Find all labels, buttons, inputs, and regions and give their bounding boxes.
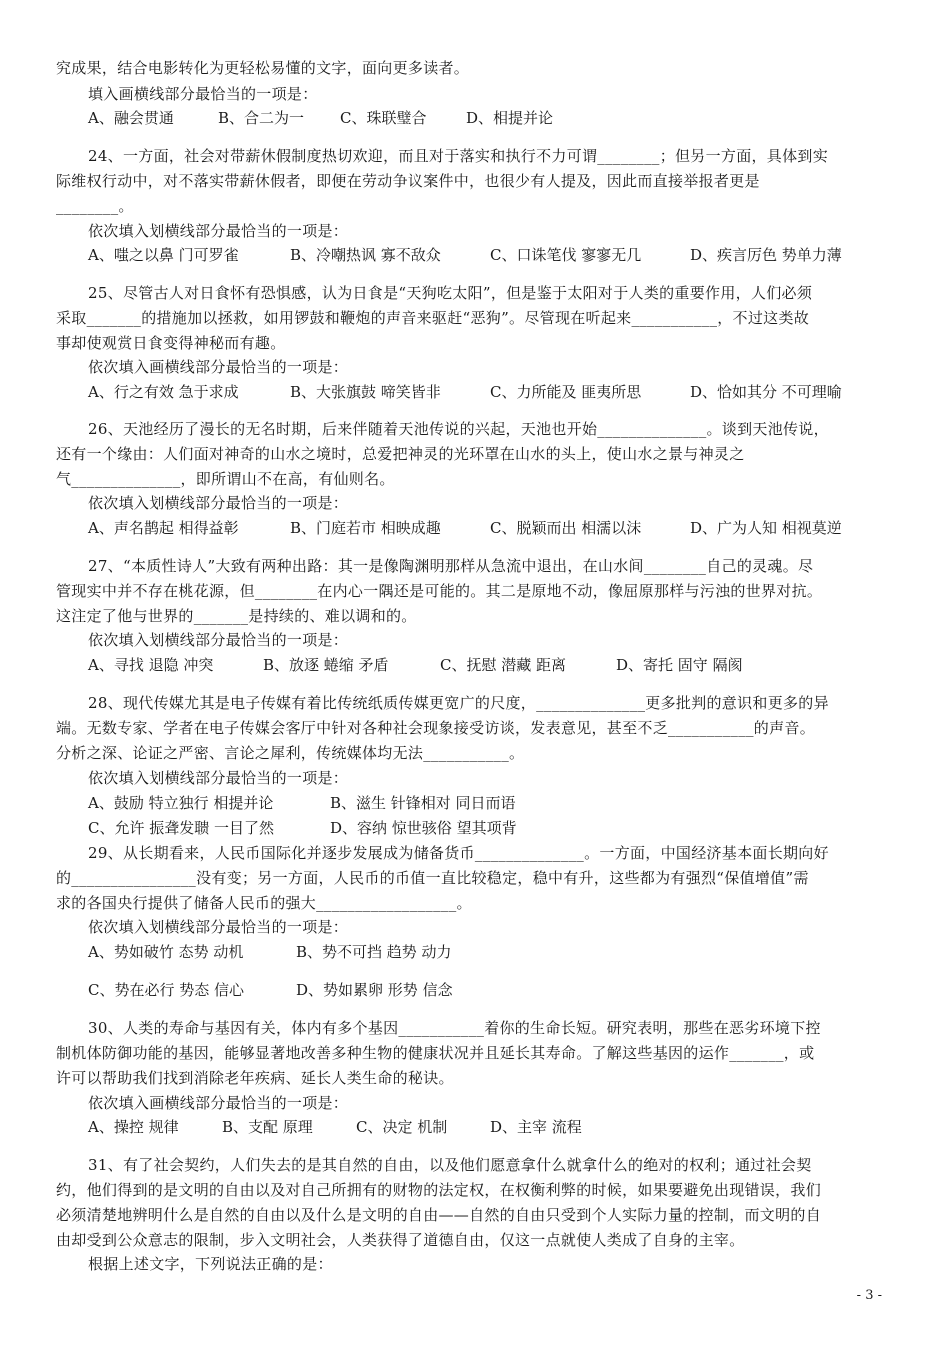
option-c: C、口诛笔伐 寥寥无几: [490, 246, 642, 264]
instruction-line: 依次填入画横线部分最恰当的一项是：: [88, 358, 349, 376]
option-b: B、冷嘲热讽 寡不敌众: [290, 246, 441, 264]
option-a: A、势如破竹 态势 动机: [88, 943, 244, 961]
option-a: A、操控 规律: [88, 1118, 179, 1136]
option-c: C、抚慰 潜藏 距离: [440, 656, 567, 674]
instruction-line: 依次填入画横线部分最恰当的一项是：: [88, 1094, 349, 1112]
option-d: D、寄托 固守 隔阂: [616, 656, 743, 674]
question-28-line-2: 端。无数专家、学者在电子传媒会客厅中针对各种社会现象接受访谈，发表意见，甚至不乏___________的声音。: [56, 719, 816, 737]
question-26-line-3: 气______________，即所谓山不在高，有仙则名。: [56, 470, 395, 488]
option-a: A、融会贯通: [88, 109, 174, 127]
option-c: C、珠联璧合: [340, 109, 427, 127]
option-b: B、滋生 针锋相对 同日而语: [330, 794, 516, 812]
question-30-line-2: 制机体防御功能的基因，能够显著地改善多种生物的健康状况并且延长其寿命。了解这些基因的运作_______，或: [56, 1044, 815, 1062]
option-a: A、鼓励 特立独行 相提并论: [88, 794, 274, 812]
question-31-line-2: 约，他们得到的是文明的自由以及对自己所拥有的财物的法定权，在权衡利弊的时候，如果要避免出现错误，我们: [56, 1181, 822, 1199]
option-d: D、恰如其分 不可理喻: [690, 383, 842, 401]
question-26-line-2: 还有一个缘由：人们面对神奇的山水之境时，总爱把神灵的光环罩在山水的头上，使山水之景与神灵之: [56, 445, 745, 463]
option-c: C、决定 机制: [356, 1118, 448, 1136]
instruction-line: 填入画横线部分最恰当的一项是：: [88, 85, 318, 103]
question-29-line-1: 29、从长期看来，人民币国际化并逐步发展成为储备货币______________。一方面，中国经济基本面长期向好: [88, 844, 829, 862]
instruction-line: 依次填入划横线部分最恰当的一项是：: [88, 769, 349, 787]
question-27-line-1: 27、“本质性诗人”大致有两种出路：其一是像陶渊明那样从急流中退出，在山水间________自己的灵魂。尽: [88, 557, 814, 575]
option-a: A、声名鹊起 相得益彰: [88, 519, 239, 537]
paragraph-line: 究成果，结合电影转化为更轻松易懂的文字，面向更多读者。: [56, 59, 470, 77]
option-d: D、势如累卵 形势 信念: [296, 981, 453, 999]
question-29-line-2: 的________________没有变；另一方面，人民币的币值一直比较稳定，稳中有升，这些都为有强烈“保值增值”需: [56, 869, 809, 887]
option-d: D、疾言厉色 势单力薄: [690, 246, 842, 264]
question-25-line-3: 事却使观赏日食变得神秘而有趣。: [56, 334, 286, 352]
question-31-line-1: 31、有了社会契约，人们失去的是其自然的自由，以及他们愿意拿什么就拿什么的绝对的权利；通过社会契: [88, 1156, 812, 1174]
instruction-line: 依次填入划横线部分最恰当的一项是：: [88, 494, 349, 512]
instruction-line: 依次填入划横线部分最恰当的一项是：: [88, 222, 349, 240]
option-a: A、嗤之以鼻 门可罗雀: [88, 246, 239, 264]
option-d: D、相提并论: [466, 109, 554, 127]
option-c: C、力所能及 匪夷所思: [490, 383, 642, 401]
question-27-line-3: 这注定了他与世界的_______是持续的、难以调和的。: [56, 607, 417, 625]
question-26-line-1: 26、天池经历了漫长的无名时期，后来伴随着天池传说的兴起，天池也开始______________。谈到天池传说，: [88, 420, 829, 438]
question-25-line-1: 25、尽管古人对日食怀有恐惧感，认为日食是“天狗吃太阳”，但是鉴于太阳对于人类的重要作用，人们必须: [88, 284, 813, 302]
question-30-line-3: 许可以帮助我们找到消除老年疾病、延长人类生命的秘诀。: [56, 1069, 454, 1087]
option-b: B、放逐 蜷缩 矛盾: [263, 656, 389, 674]
question-29-line-3: 求的各国央行提供了储备人民币的强大__________________。: [56, 894, 472, 912]
option-d: D、广为人知 相视莫逆: [690, 519, 842, 537]
question-24-line-1: 24、一方面，社会对带薪休假制度热切欢迎，而且对于落实和执行不力可谓________；但另一方面，具体到实: [88, 147, 828, 165]
question-31-line-4: 由却受到公众意志的限制，步入文明社会，人类获得了道德自由，仅这一点就使人类成了自身的主宰。: [56, 1231, 745, 1249]
option-b: B、支配 原理: [222, 1118, 313, 1136]
option-b: B、势不可挡 趋势 动力: [296, 943, 452, 961]
option-c: C、脱颖而出 相濡以沫: [490, 519, 642, 537]
question-28-line-1: 28、现代传媒尤其是电子传媒有着比传统纸质传媒更宽广的尺度，______________更多批判的意识和更多的异: [88, 694, 829, 712]
option-a: A、行之有效 急于求成: [88, 383, 239, 401]
option-d: D、容纳 惊世骇俗 望其项背: [330, 819, 517, 837]
question-24-line-3: ________。: [56, 197, 134, 215]
option-c: C、允许 振聋发聩 一目了然: [88, 819, 275, 837]
option-b: B、门庭若市 相映成趣: [290, 519, 441, 537]
question-25-line-2: 采取_______的措施加以拯救，如用锣鼓和鞭炮的声音来驱赶“恶狗”。尽管现在听起来___________，不过这类故: [56, 309, 810, 327]
option-d: D、主宰 流程: [490, 1118, 582, 1136]
instruction-line: 依次填入划横线部分最恰当的一项是：: [88, 918, 349, 936]
question-24-line-2: 际维权行动中，对不落实带薪休假者，即便在劳动争议案件中，也很少有人提及，因此而直接举报者更是: [56, 172, 760, 190]
page-number: - 3 -: [856, 1288, 882, 1303]
question-27-line-2: 管现实中并不存在桃花源，但________在内心一隅还是可能的。其二是原地不动，像屈原那样与污浊的世界对抗。: [56, 582, 823, 600]
question-31-line-3: 必须清楚地辨明什么是自然的自由以及什么是文明的自由——自然的自由只受到个人实际力量的控制，而文明的自: [56, 1206, 822, 1224]
option-c: C、势在必行 势态 信心: [88, 981, 245, 999]
question-28-line-3: 分析之深、论证之严密、言论之犀利，传统媒体均无法___________。: [56, 744, 525, 762]
option-b: B、合二为一: [218, 109, 305, 127]
instruction-line: 根据上述文字，下列说法正确的是：: [88, 1255, 333, 1273]
instruction-line: 依次填入划横线部分最恰当的一项是：: [88, 631, 349, 649]
option-a: A、寻找 退隐 冲突: [88, 656, 214, 674]
option-b: B、大张旗鼓 啼笑皆非: [290, 383, 441, 401]
question-30-line-1: 30、人类的寿命与基因有关，体内有多个基因___________着你的生命长短。研究表明，那些在恶劣环境下控: [88, 1019, 821, 1037]
